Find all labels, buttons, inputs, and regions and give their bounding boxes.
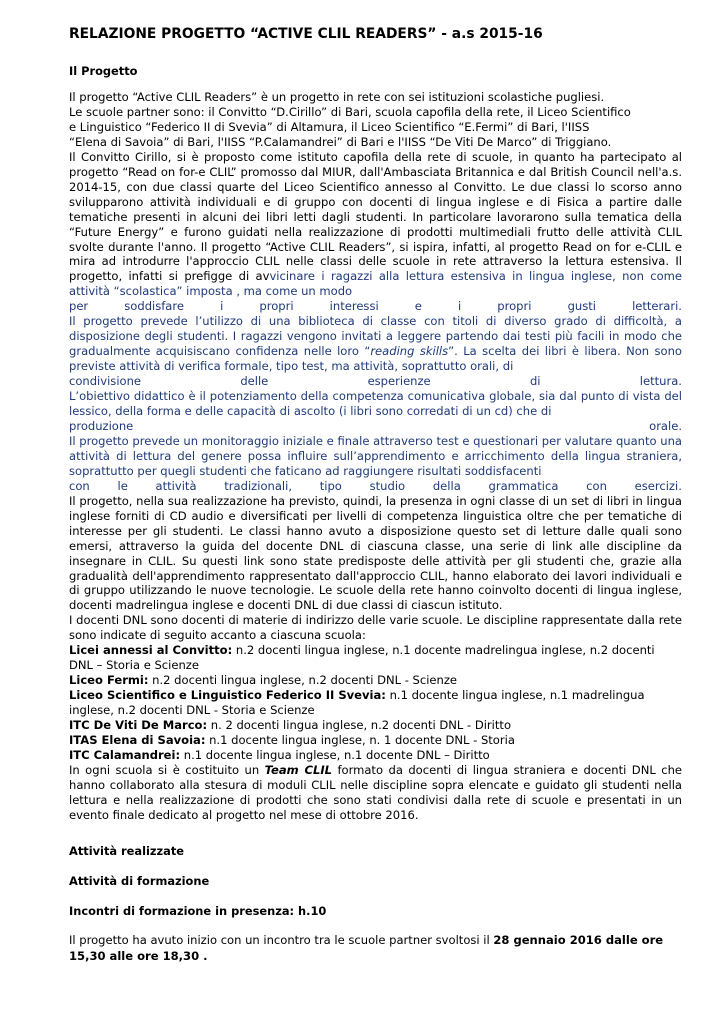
justified-word: di [529, 374, 541, 389]
paragraph-inizio-text: Il progetto ha avuto inizio con un incontro tra le scuole partner svoltosi il [69, 933, 494, 947]
justified-line-condivisione [69, 374, 682, 389]
document-body [69, 90, 682, 823]
school-name: Liceo Fermi: [69, 673, 149, 688]
schools-list [69, 643, 682, 763]
paragraph-obiettivo: L’obiettivo didattico è il potenziamento della competenza comunicativa globale, sia dal punto di vista del lessico, della forma e delle capacità di ascolto (i libri sono corredati di un cd) che di [69, 389, 682, 419]
justified-word: interessi [329, 299, 379, 314]
justified-word: i [220, 299, 224, 314]
justified-word: orale. [649, 418, 682, 433]
school-name: ITAS Elena di Savoia: [69, 732, 206, 747]
school-name: ITC Calamandrei: [69, 747, 181, 762]
justified-word: studio [369, 478, 406, 493]
school-item [69, 643, 682, 673]
intro-line-2: Le scuole partner sono: il Convitto “D.Cirillo” di Bari, scuola capofila della rete, il Liceo Scientifico [69, 104, 631, 119]
justified-line-con [69, 479, 682, 494]
paragraph-biblioteca-text: Il progetto prevede l’utilizzo di una biblioteca di classe con titoli di diverso grado di difficoltà, a disposizione degli studenti. I ragazzi vengono invitati a leggere partendo dai testi più facili in modo che gradualmente acquisiscano confidenza nelle loro “ [69, 314, 682, 359]
paragraph-convitto-highlight: vicinare i ragazzi alla lettura estensiva in lingua inglese, non come attività “scolastica” imposta , ma come un modo [69, 269, 682, 299]
school-detail: n.2 docenti lingua inglese, n.2 docenti DNL - Scienze [148, 673, 458, 688]
paragraph-docenti-dnl: I docenti DNL sono docenti di materie di indirizzo delle varie scuole. Le discipline rappresentate dalla rete sono indicate di seguito accanto a ciascuna scuola: [69, 613, 682, 643]
school-item [69, 688, 682, 718]
school-detail: n.1 docente lingua inglese, n.1 docente DNL – Diritto [180, 747, 490, 762]
justified-word: grammatica [488, 478, 559, 493]
justified-word: della [432, 478, 461, 493]
justified-word: con [69, 478, 90, 493]
justified-word: i [457, 299, 462, 314]
paragraph-team-text-end: formato da docenti di lingua straniera e docenti DNL che hanno collaborato alla stesura di moduli CLIL nelle discipline sopra elencate e guidato gli studenti nella lettura e nella realizzazione di prodotti che sono stati condivisi dalla rete di scuole e presentati in un evento finale dedicato al progetto nel mese di ottobre 2016. [69, 762, 682, 822]
school-detail: n.2 docenti lingua inglese, n.1 docente madrelingua inglese, n.2 docenti DNL – Storia e Scienze [69, 643, 655, 673]
justified-word: con [586, 478, 607, 493]
justified-word: lettura. [639, 374, 682, 389]
justified-word: tipo [319, 478, 342, 493]
paragraph-biblioteca-text-end: ”. La scelta dei libri è libera. Non sono previste attività di verifica formale, tipo test, ma attività, soprattutto orali, di [69, 344, 682, 374]
justified-word: letterari. [632, 299, 682, 314]
justified-word: propri [259, 299, 294, 314]
section-heading-attivita: Attività realizzate [69, 844, 184, 858]
justified-word: produzione [69, 418, 134, 433]
school-item [69, 733, 682, 748]
school-detail: n. 2 docenti lingua inglese, n.2 docenti DNL - Diritto [207, 718, 512, 733]
school-name: Licei annessi al Convitto: [69, 643, 233, 658]
justified-word: gusti [567, 299, 596, 314]
school-item [69, 718, 682, 733]
paragraph-convitto-text: Il Convitto Cirillo, si è proposto come istituto capofila della rete di scuole, in quanto ha partecipato al progetto “Read on for-e CLIL” promosso dal MIUR, dall'Ambasciata Britannica e dal British Council nell'a.s. 2014-15, con due classi quarte del Liceo Scientifico annesso al Convitto. Le due classi lo scorso anno svilupparono attività individuali e di gruppo con docenti di lingua inglese e di Fisica a partire dalle tematiche presenti in alcuni dei libri letti dagli studenti. In particolare lavorarono sulla tematica della “Future Energy” e furono guidati nella realizzazione di prodotti multimediali frutto delle attività CLIL svolte durante l'anno. Il progetto “Active CLIL Readers”, si ispira, infatti, al progetto Read on for e-CLIL e mira ad introdurre l'approccio CLIL nelle classi delle scuole in rete attraverso la lettura estensiva. Il progetto, infatti si prefigge di av [69, 149, 682, 284]
school-name: Liceo Scientifico e Linguistico Federico II Svevia: [69, 688, 386, 703]
intro-line-1: Il progetto “Active CLIL Readers” è un progetto in rete con sei istituzioni scolastiche pugliesi. [69, 90, 605, 104]
section-heading-incontri: Incontri di formazione in presenza: h.10 [69, 904, 327, 918]
justified-word: per [69, 299, 89, 314]
justified-word: propri [497, 299, 532, 314]
justified-word: attività [155, 478, 197, 493]
team-clil-text: Team CLIL [264, 762, 332, 777]
paragraph-realizzazione: Il progetto, nella sua realizzazione ha previsto, quindi, la presenza in ogni classe di un set di libri in lingua inglese forniti di CD audio e diversificati per livelli di competenza linguistica oltre che per tematiche di interesse per gli studenti. Le classi hanno avuto a disposizione questo set di letture dalle quali sono emersi, attraverso la guida del docente DNL di ciascuna classe, una serie di link alle discipline da insegnare in CLIL. Su questi link sono state predisposte delle attività per gli studenti che, grazie alla gradualità dell'apprendimento rappresentato dall'approccio CLIL, hanno elaborato dei lavori individuali e di gruppo utilizzando le nuove tecnologie. Le scuole della rete hanno coinvolto docenti di lingua inglese, docenti madrelingua inglese e docenti DNL di due classi di ciascun istituto. [69, 493, 682, 613]
intro-line-4: “Elena di Savoia” di Bari, l'IISS “P.Calamandrei” di Bari e l'IISS “De Viti De Marco” di Triggiano. [69, 134, 612, 149]
paragraph-biblioteca [69, 314, 682, 374]
justified-word: esperienze [367, 374, 431, 389]
document-title: RELAZIONE PROGETTO “ACTIVE CLIL READERS” - a.s 2015-16 [69, 26, 543, 42]
justified-word: e [414, 299, 422, 314]
school-detail: n.1 docente lingua inglese, n. 1 docente DNL - Storia [205, 732, 515, 747]
reading-skills-text: reading skills [370, 344, 449, 359]
justified-word: tradizionali, [224, 478, 292, 493]
justified-line-modo [69, 299, 682, 314]
paragraph-team-text: In ogni scuola si è costituito un [69, 762, 265, 777]
paragraph-convitto [69, 150, 682, 300]
justified-line-produzione [69, 419, 682, 434]
section-heading-formazione: Attività di formazione [69, 874, 210, 888]
justified-word: esercizi. [634, 478, 682, 493]
paragraph-monitoraggio: Il progetto prevede un monitoraggio iniziale e finale attraverso test e questionari per valutare quanto una attività di lettura del genere possa influire sull’apprendimento e arricchimento della lingua straniera, soprattutto per quegli studenti che faticano ad raggiungere risultati soddisfacenti [69, 433, 682, 478]
school-item [69, 673, 682, 688]
school-detail: n.1 docente lingua inglese, n.1 madrelingua inglese, n.2 docenti DNL - Storia e Scienze [69, 688, 645, 718]
school-item [69, 748, 682, 763]
paragraph-inizio-date: 28 gennaio 2016 dalle ore 15,30 alle ore 18,30 . [69, 933, 664, 963]
paragraph-team-clil [69, 763, 682, 823]
justified-word: condivisione [69, 374, 142, 389]
section-heading-project: Il Progetto [69, 64, 138, 78]
justified-word: soddisfare [124, 299, 184, 314]
paragraph-inizio [69, 932, 682, 964]
school-name: ITC De Viti De Marco: [69, 718, 208, 733]
justified-word: delle [240, 374, 269, 389]
intro-line-3: e Linguistico “Federico II di Svevia” di Altamura, il Liceo Scientifico “E.Fermi” di Bari, l'IISS [69, 119, 590, 134]
justified-word: le [117, 478, 128, 493]
